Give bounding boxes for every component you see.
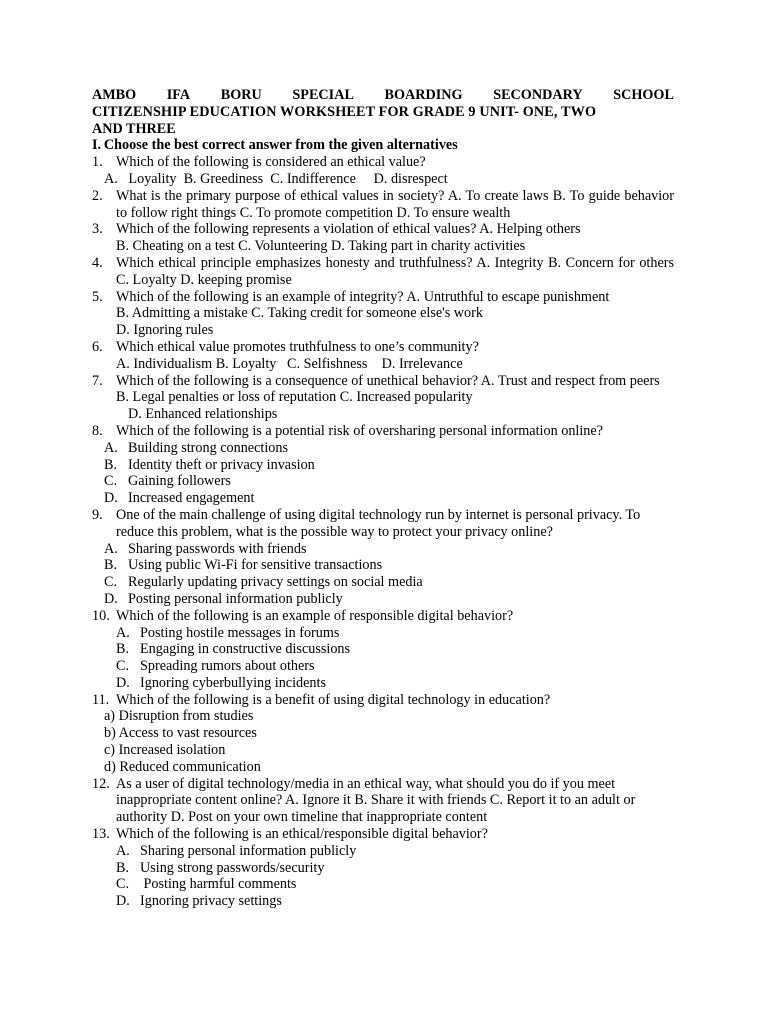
question-text: Which of the following represents a violation of ethical values? A. Helping others — [116, 221, 581, 238]
question-13 — [92, 826, 674, 843]
question-text: Which of the following is an example of responsible digital behavior? — [116, 607, 514, 624]
question-text: Which of the following is a potential risk of oversharing personal information online? — [116, 422, 603, 439]
option-item — [104, 574, 674, 591]
option-letter: D. — [104, 490, 118, 507]
option-item: b) Access to vast resources — [104, 725, 257, 742]
option-item: c) Increased isolation — [104, 742, 226, 759]
question-number: 3. — [92, 221, 103, 238]
option-text: Posting personal information publicly — [128, 590, 343, 607]
question-options: D. Ignoring rules — [116, 322, 214, 339]
question-9 — [92, 507, 674, 541]
question-number: 12. — [92, 775, 110, 792]
option-text: Posting harmful comments — [140, 876, 297, 893]
option-letter: D. — [104, 590, 118, 607]
title-word: BOARDING — [384, 87, 463, 103]
title-line-1 — [92, 87, 674, 104]
option-item — [116, 675, 674, 692]
question-number: 5. — [92, 288, 103, 305]
option-item — [116, 893, 674, 910]
option-item — [116, 876, 674, 893]
option-letter: A. — [104, 540, 118, 557]
option-item — [104, 457, 674, 474]
option-letter: B. — [104, 557, 118, 574]
options-list — [92, 843, 674, 910]
option-item — [116, 658, 674, 675]
question-text: Which ethical value promotes truthfulness to one’s community? — [116, 338, 479, 355]
title-word: SCHOOL — [613, 87, 674, 103]
option-text: Using public Wi-Fi for sensitive transactions — [128, 557, 383, 574]
question-1 — [92, 154, 674, 171]
title-word: SECONDARY — [493, 87, 583, 103]
option-letter: C. — [104, 574, 118, 591]
question-6 — [92, 339, 674, 356]
section-instruction: I. Choose the best correct answer from the given alternatives — [92, 137, 458, 154]
question-text: Which ethical principle emphasizes honesty and truthfulness? A. Integrity B. Concern for others C. Loyalty D. keeping promise — [116, 254, 674, 288]
option-letter: C. — [104, 473, 118, 490]
option-item — [116, 625, 674, 642]
question-options: D. Enhanced relationships — [128, 406, 278, 423]
worksheet-page — [92, 87, 674, 910]
option-text: Sharing passwords with friends — [128, 540, 307, 557]
question-number: 7. — [92, 372, 103, 389]
option-letter: D. — [116, 674, 130, 691]
option-item — [104, 490, 674, 507]
option-item — [116, 641, 674, 658]
title-word: SPECIAL — [292, 87, 354, 103]
options-list — [92, 541, 674, 608]
title-word: BORU — [220, 87, 262, 103]
option-item: d) Reduced communication — [104, 758, 261, 775]
question-4 — [92, 255, 674, 289]
options-list — [92, 440, 674, 507]
title-word: IFA — [166, 87, 191, 103]
question-options: A. Individualism B. Loyalty C. Selfishness D. Irrelevance — [116, 355, 463, 372]
question-number: 2. — [92, 187, 103, 204]
question-text: Which of the following is a benefit of using digital technology in education? — [116, 691, 551, 708]
option-item — [104, 591, 674, 608]
question-number: 10. — [92, 607, 110, 624]
option-letter: B. — [116, 859, 130, 876]
question-5 — [92, 289, 674, 306]
title-text: CITIZENSHIP EDUCATION WORKSHEET FOR GRADE 9 UNIT- ONE, TWO — [92, 103, 597, 120]
question-7 — [92, 373, 674, 407]
question-options: B. Admitting a mistake C. Taking credit for someone else's work — [116, 305, 483, 322]
question-number: 11. — [92, 691, 110, 708]
option-letter: D. — [116, 893, 130, 910]
question-number: 9. — [92, 506, 103, 523]
option-item: a) Disruption from studies — [104, 708, 254, 725]
option-item — [116, 860, 674, 877]
question-11 — [92, 692, 674, 709]
option-letter: B. — [104, 456, 118, 473]
question-number: 8. — [92, 422, 103, 439]
title-line-2 — [92, 104, 674, 121]
option-item — [104, 440, 674, 457]
question-text: Which of the following is a consequence of unethical behavior? A. Trust and respect from peers B. Legal penalties or loss of reputation C. Increased popularity — [116, 372, 660, 406]
option-text: Using strong passwords/security — [140, 859, 325, 876]
question-3 — [92, 221, 674, 238]
option-text: Spreading rumors about others — [140, 658, 315, 675]
option-text: Engaging in constructive discussions — [140, 641, 351, 658]
option-letter: B. — [116, 641, 130, 658]
question-text: Which of the following is considered an ethical value? — [116, 154, 426, 171]
question-12 — [92, 776, 674, 826]
option-letter: A. — [116, 624, 130, 641]
option-letter: C. — [116, 876, 130, 893]
question-text: Which of the following is an example of integrity? A. Untruthful to escape punishment — [116, 288, 610, 305]
option-text: Regularly updating privacy settings on social media — [128, 574, 423, 591]
option-item — [104, 541, 674, 558]
option-item — [104, 473, 674, 490]
options-list — [92, 708, 674, 775]
question-text: As a user of digital technology/media in an ethical way, what should you do if you meet inappropriate content online? A. Ignore it B. Share it with friends C. Report it to an adult or authority D. Post on your own timeline that inappropriate content — [116, 775, 636, 826]
question-number: 6. — [92, 338, 103, 355]
option-text: Ignoring cyberbullying incidents — [140, 674, 326, 691]
question-text: One of the main challenge of using digital technology run by internet is personal privacy. To reduce this problem, what is the possible way to protect your privacy online? — [116, 506, 641, 540]
question-options: A. Loyality B. Greediness C. Indifference D. disrespect — [104, 170, 448, 187]
option-text: Building strong connections — [128, 439, 288, 456]
title-word: AMBO — [92, 87, 137, 103]
option-text: Increased engagement — [128, 490, 255, 507]
option-letter: C. — [116, 658, 130, 675]
options-list — [92, 625, 674, 692]
question-2 — [92, 188, 674, 222]
option-text: Identity theft or privacy invasion — [128, 456, 315, 473]
option-letter: A. — [104, 439, 118, 456]
question-options: B. Cheating on a test C. Volunteering D. Taking part in charity activities — [116, 238, 526, 255]
question-10 — [92, 608, 674, 625]
title-line-3: AND THREE — [92, 120, 176, 137]
option-letter: A. — [116, 842, 130, 859]
option-text: Gaining followers — [128, 473, 231, 490]
question-number: 1. — [92, 154, 103, 171]
option-item — [104, 557, 674, 574]
question-number: 13. — [92, 826, 110, 843]
option-text: Sharing personal information publicly — [140, 842, 357, 859]
option-item — [116, 843, 674, 860]
question-text: What is the primary purpose of ethical values in society? A. To create laws B. To guide behavior to follow right things C. To promote competition D. To ensure wealth — [116, 187, 674, 221]
question-text: Which of the following is an ethical/responsible digital behavior? — [116, 826, 488, 843]
question-8 — [92, 423, 674, 440]
option-text: Posting hostile messages in forums — [140, 624, 340, 641]
option-text: Ignoring privacy settings — [140, 893, 282, 910]
question-number: 4. — [92, 254, 103, 271]
